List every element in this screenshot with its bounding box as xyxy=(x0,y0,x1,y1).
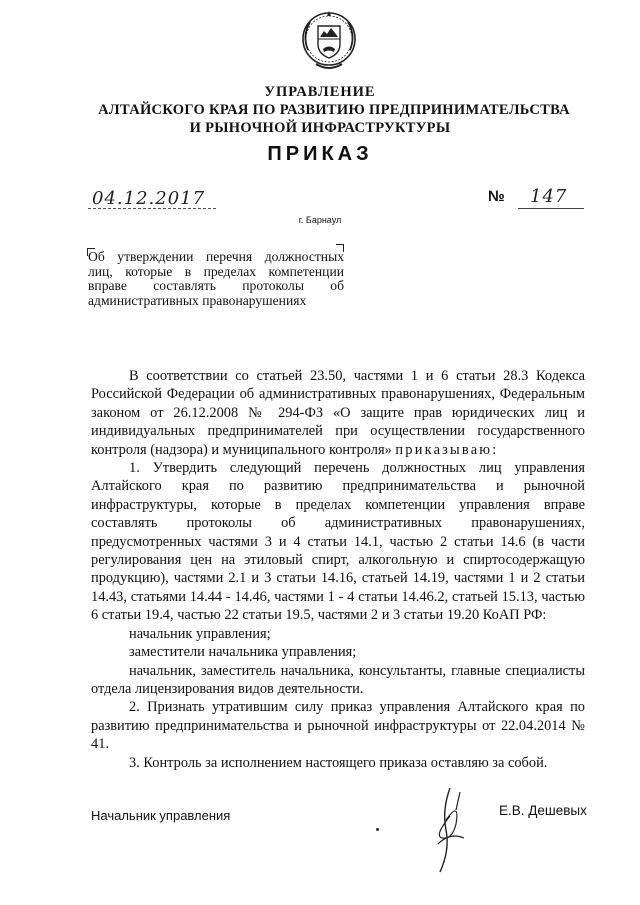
order-subject-text: Об утверждении перечня должностных лиц, которые в пределах компетенции вправе составлять протоколы об административных правонарушениях xyxy=(88,249,344,308)
item-1-paragraph: 1. Утвердить следующий перечень должностных лиц управления Алтайского края по развитию предпринимательства и рыночной инфраструктуры, которые в пределах компетенции управления вправе составлять протоколы об административных правонарушениях, предусмотренных частями 3 и 4 статьи 14.1, частью 2 статьи 14.6 (в части регулирования цен на этиловый спирт, алкогольную и спиртосодержащую продукцию), частями 2.1 и 3 статьи 14.16, статьей 14.19, частями 1 и 2 статьи 14.43, статьями 14.44 - 14.46, частями 1 - 4 статьи 14.46.2, статьей 15.13, частью 6 статьи 19.4, частью 22 статьи 19.5, частями 2 и 3 статьи 19.20 КоАП РФ: xyxy=(91,460,585,624)
item-3-paragraph: 3. Контроль за исполнением настоящего приказа оставляю за собой. xyxy=(129,754,548,771)
order-subject xyxy=(88,250,344,308)
order-body xyxy=(91,367,585,772)
date-underline xyxy=(88,208,216,209)
city-label: г. Барнаул xyxy=(298,215,342,225)
coat-of-arms-icon xyxy=(298,6,360,76)
number-underline xyxy=(518,208,584,209)
ink-dot xyxy=(376,828,379,831)
official-list-item: заместители начальника управления; xyxy=(129,644,357,661)
preamble-paragraph xyxy=(91,367,585,459)
document-type-title: ПРИКАЗ xyxy=(267,143,373,165)
signatory-name: Е.В. Дешевых xyxy=(499,803,587,818)
official-list-item: начальник управления; xyxy=(129,625,271,642)
item-2-paragraph: 2. Признать утратившим силу приказ управления Алтайского края по развитию предпринимательства и рыночной инфраструктуры от 22.04.2014 № 41. xyxy=(91,699,585,753)
official-list-item: начальник, заместитель начальника, консультанты, главные специалисты отдела лицензирования видов деятельности. xyxy=(91,662,585,697)
signatory-role: Начальник управления xyxy=(91,808,231,823)
order-keyword: приказываю: xyxy=(395,441,499,458)
number-sign: № xyxy=(488,188,505,205)
handwritten-signature-icon xyxy=(420,780,480,880)
order-number: 147 xyxy=(530,186,568,207)
org-name-line-1: УПРАВЛЕНИЕ xyxy=(264,84,376,100)
preamble-text: В соответствии со статьей 23.50, частями 1 и 6 статьи 28.3 Кодекса Российской Федерации об административных правонарушениях, Федеральным законом от 26.12.2008 № 294-ФЗ «О защите прав юридических лиц и индивидуальных предпринимателей при осуществлении государственного контроля (надзора) и муниципального контроля» xyxy=(91,368,585,458)
org-name-line-2: АЛТАЙСКОГО КРАЯ ПО РАЗВИТИЮ ПРЕДПРИНИМАТЕЛЬСТВА xyxy=(98,102,570,118)
order-date: 04.12.2017 xyxy=(92,188,206,209)
org-name-line-3: И РЫНОЧНОЙ ИНФРАСТРУКТУРЫ xyxy=(189,120,451,136)
